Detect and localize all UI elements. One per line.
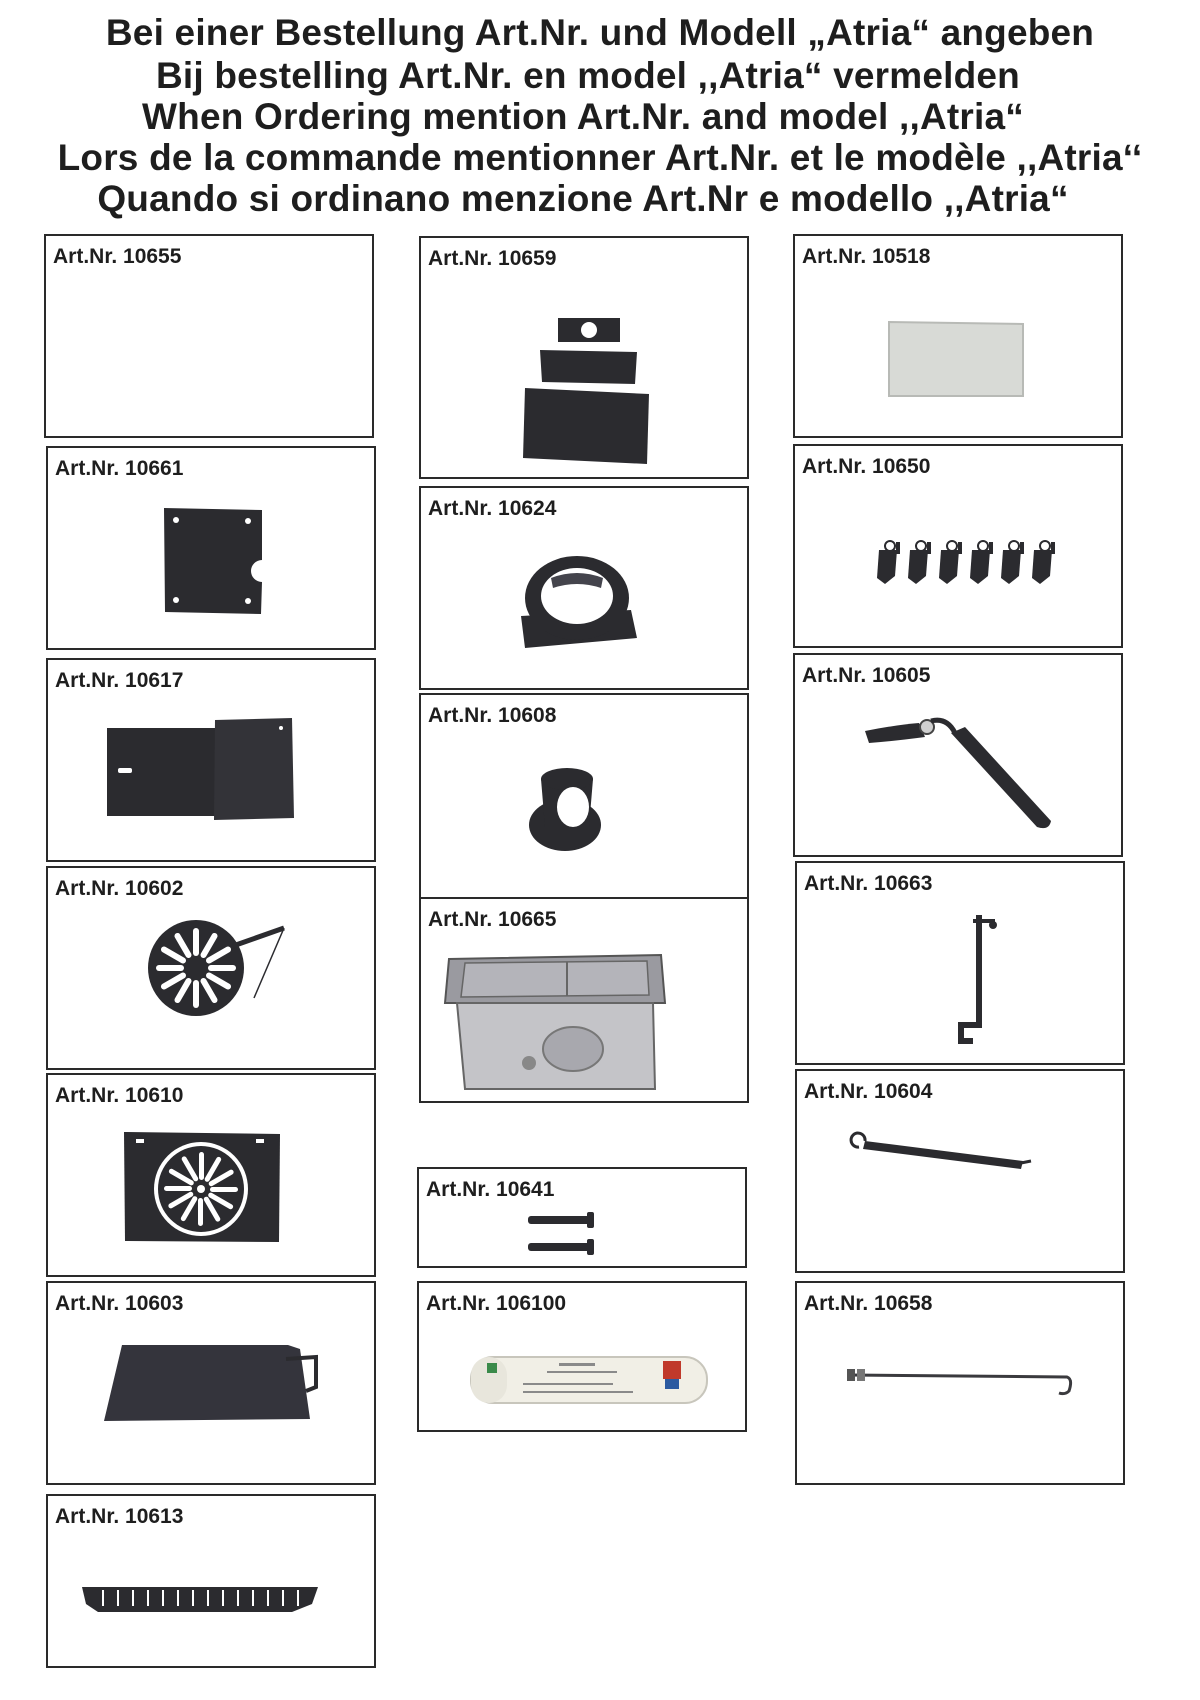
header-line-de: Bei einer Bestellung Art.Nr. und Modell „Atria“ angeben	[105, 12, 1095, 53]
header-line-fr: Lors de la commande mentionner Art.Nr. et le modèle ,,Atria‘‘	[57, 137, 1143, 178]
baffle-plate-image	[48, 660, 378, 864]
part-number-label: Art.Nr. 10661	[55, 457, 184, 480]
sealant-cartridge-image	[419, 1283, 749, 1434]
part-10603	[46, 1281, 376, 1485]
part-10518	[793, 234, 1123, 438]
part-106100	[417, 1281, 747, 1432]
part-10613	[46, 1494, 376, 1668]
part-number-label: Art.Nr. 10602	[55, 877, 184, 900]
rod-image	[797, 1283, 1127, 1487]
part-10608	[419, 693, 749, 899]
part-10650	[793, 444, 1123, 648]
part-10617	[46, 658, 376, 862]
header-line-en: When Ordering mention Art.Nr. and model ,,Atria“	[142, 96, 1024, 137]
part-number-label: Art.Nr. 10603	[55, 1292, 184, 1315]
part-10658	[795, 1281, 1125, 1485]
part-number-label: Art.Nr. 10604	[804, 1080, 933, 1103]
part-number-label: Art.Nr. 10663	[804, 872, 933, 895]
plate-with-regulator-disc-image	[48, 1075, 378, 1279]
part-number-label: Art.Nr. 10655	[53, 245, 182, 268]
part-number-label: Art.Nr. 10641	[426, 1178, 555, 1201]
steel-box-image	[421, 899, 751, 1105]
flue-collar-image	[421, 695, 751, 901]
part-number-label: Art.Nr. 10617	[55, 669, 184, 692]
part-10665	[419, 897, 749, 1103]
part-10655	[44, 234, 374, 438]
part-number-label: Art.Nr. 10658	[804, 1292, 933, 1315]
part-number-label: Art.Nr. 10605	[802, 664, 931, 687]
part-10604	[795, 1069, 1125, 1273]
grate-bar-image	[48, 1496, 378, 1670]
spring-image	[797, 1071, 1127, 1275]
part-number-label: Art.Nr. 10610	[55, 1084, 184, 1107]
part-number-label: Art.Nr. 10608	[428, 704, 557, 727]
air-regulator-disc-image	[48, 868, 378, 1072]
ash-tray-plate-image	[48, 1283, 378, 1487]
part-10663	[795, 861, 1125, 1065]
header-line-it: Quando si ordinano menzione Art.Nr e modello ,,Atria“	[97, 178, 1069, 219]
plate-set-image	[421, 238, 751, 481]
bracket-image	[797, 863, 1127, 1067]
part-10605	[793, 653, 1123, 857]
part-10659	[419, 236, 749, 479]
part-number-label: Art.Nr. 10650	[802, 455, 931, 478]
part-number-label: Art.Nr. 10659	[428, 247, 557, 270]
part-10602	[46, 866, 376, 1070]
part-10641	[417, 1167, 747, 1268]
part-number-label: Art.Nr. 10613	[55, 1505, 184, 1528]
part-number-label: Art.Nr. 106100	[426, 1292, 567, 1315]
part-10610	[46, 1073, 376, 1277]
part-number-label: Art.Nr. 10665	[428, 908, 557, 931]
flat-plate-with-notch-image	[48, 448, 378, 652]
flue-adapter-image	[421, 488, 751, 692]
part-10624	[419, 486, 749, 690]
part-number-label: Art.Nr. 10624	[428, 497, 557, 520]
header-line-nl: Bij bestelling Art.Nr. en model ,,Atria“ vermelden	[156, 55, 1020, 96]
part-number-label: Art.Nr. 10518	[802, 245, 931, 268]
part-10661	[46, 446, 376, 650]
glass-panel-image	[795, 236, 1125, 440]
door-handle-image	[795, 655, 1125, 859]
bolts-image	[419, 1169, 749, 1270]
glass-clips-image	[795, 446, 1125, 650]
